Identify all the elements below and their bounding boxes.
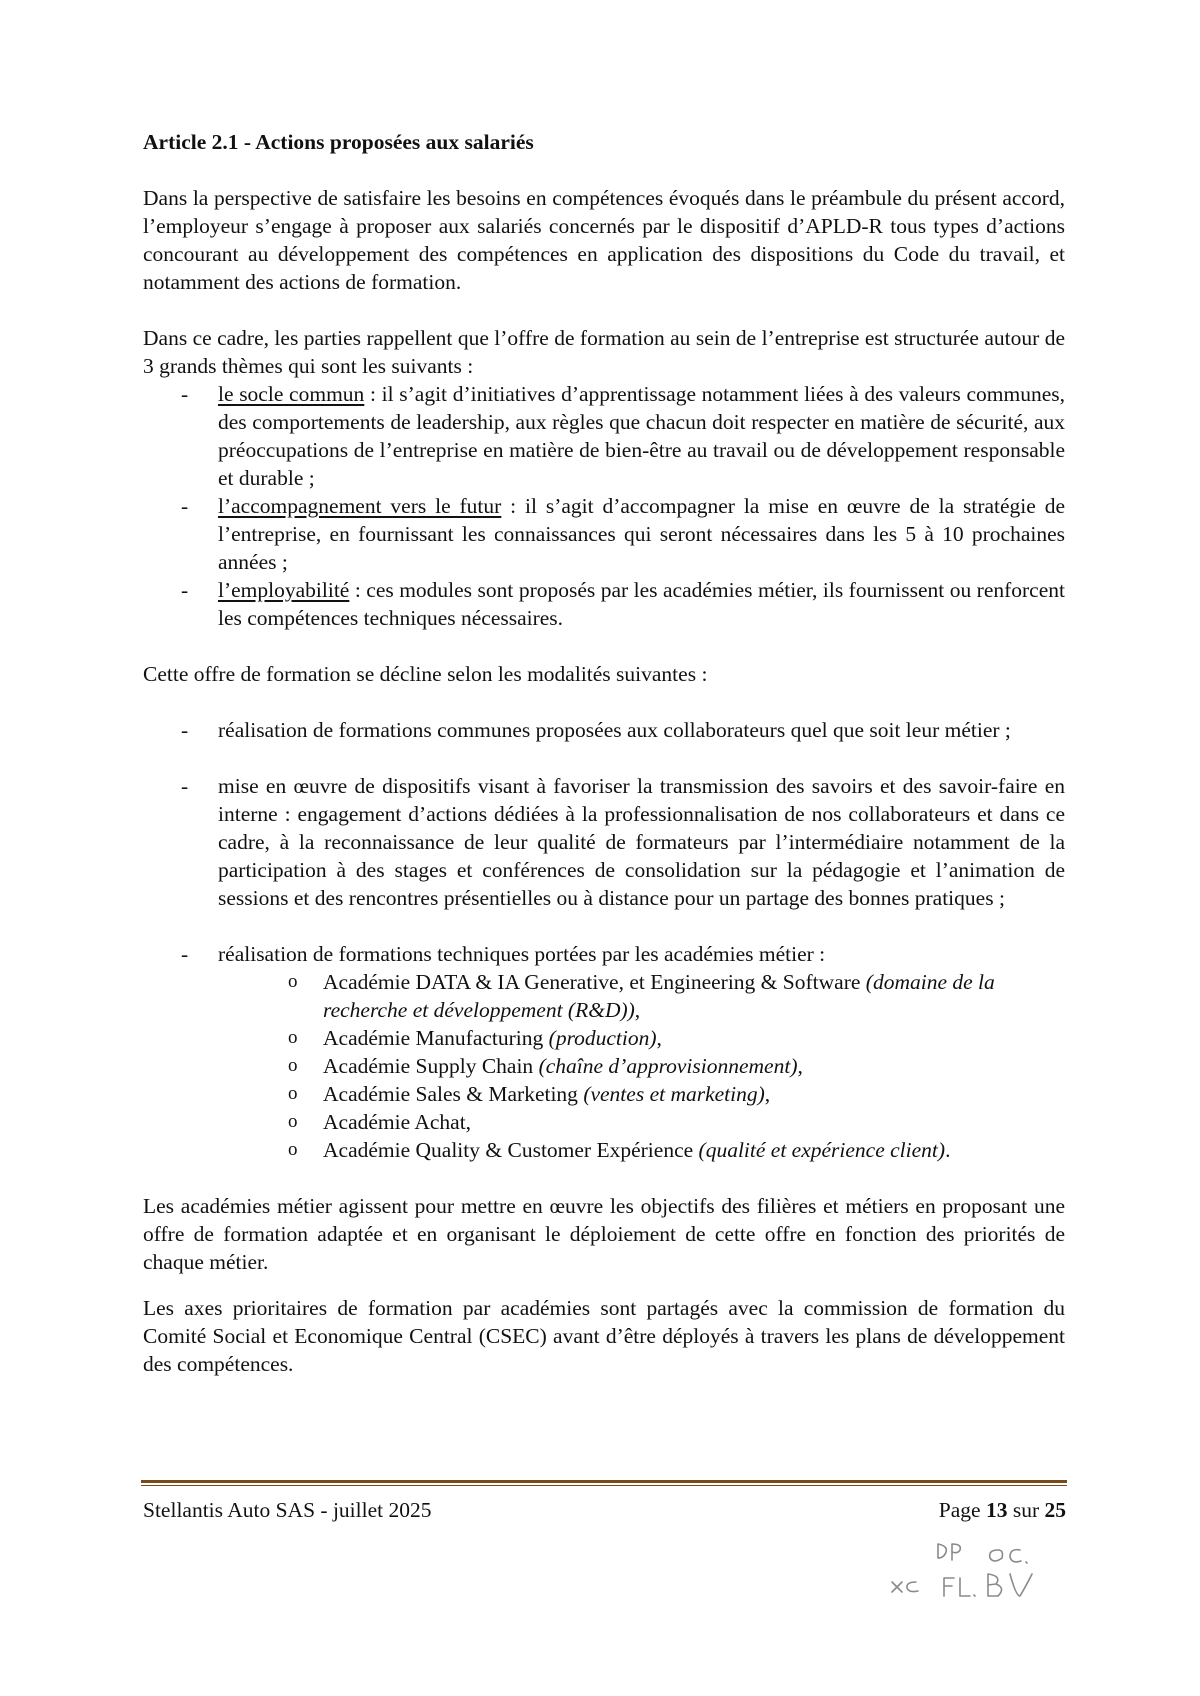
theme-text: : il s’agit d’initiatives d’apprentissage notamment liées à des valeurs communes, des comportements de leadership, aux règles que chacun doit respecter en matière de sécurité, aux préoccupations de l’entreprise en matière de bien-être au travail ou de développement responsable et durable ;: [218, 382, 1066, 490]
theme-term: l’accompagnement vers le futur: [218, 494, 502, 518]
page-content: [143, 128, 1065, 1378]
page-current: 13: [985, 1498, 1008, 1522]
academy-note: (domaine de la recherche et développement (R&D)): [323, 970, 995, 1022]
list-item: - réalisation de formations communes proposées aux collaborateurs quel que soit leur métier ;: [143, 716, 1065, 744]
academy-name: Académie Manufacturing: [323, 1026, 549, 1050]
academy-end: ,: [656, 1026, 662, 1050]
academies-list: [143, 968, 1065, 1164]
academy-item: [143, 1080, 1065, 1108]
list-item: [143, 940, 1065, 968]
list-item: [143, 492, 1065, 576]
academy-end: ,: [764, 1082, 771, 1106]
footer-divider: [141, 1480, 1067, 1486]
footer-company: Stellantis Auto SAS - juillet 2025: [143, 1498, 432, 1522]
modalities-list-2: [143, 772, 1065, 912]
list-item: [143, 380, 1065, 492]
page-label: Page: [938, 1498, 986, 1522]
list-item: [143, 576, 1065, 632]
paragraph-modalities-intro: Cette offre de formation se décline selon les modalités suivantes :: [143, 662, 708, 686]
modalities-list-3: [143, 940, 1065, 968]
handwritten-initials: [880, 1530, 1080, 1610]
themes-list: [143, 380, 1065, 632]
academy-item: [143, 968, 1065, 1024]
theme-text: : ces modules sont proposés par les académies métier, ils fournissent ou renforcent les compétences techniques nécessaires.: [218, 578, 1065, 630]
article-heading: Article 2.1 - Actions proposées aux salariés: [143, 130, 534, 154]
modalities-list: [143, 716, 1065, 744]
academy-name: Académie Sales & Marketing: [323, 1082, 584, 1106]
academy-note: (ventes et marketing): [583, 1082, 765, 1106]
theme-term: l’employabilité: [218, 578, 350, 602]
academy-item: [143, 1108, 1065, 1136]
paragraph-intro: Dans la perspective de satisfaire les besoins en compétences évoqués dans le préambule du présent accord, l’employeur s’engage à proposer aux salariés concernés par le dispositif d’APLD-R tous types d’actions concourant au développement des compétences en application des dispositions du Code du travail, et notamment des actions de formation.: [143, 186, 1065, 294]
academy-name: Académie Quality & Customer Expérience: [323, 1138, 699, 1162]
academy-end: ,: [797, 1054, 803, 1078]
academy-item: [143, 1024, 1065, 1052]
academy-end: ,: [634, 998, 641, 1022]
footer-page-number: [939, 1498, 1066, 1523]
modality-text: réalisation de formations techniques portées par les académies métier :: [218, 942, 826, 966]
academy-name: Académie Supply Chain: [323, 1054, 539, 1078]
theme-text: : il s’agit d’accompagner la mise en œuvre de la stratégie de l’entreprise, en fournissant les connaissances qui seront nécessaires dans les 5 à 10 prochaines années ;: [218, 494, 1065, 574]
paragraph-academies-role: Les académies métier agissent pour mettre en œuvre les objectifs des filières et métiers en proposant une offre de formation adaptée et en organisant le déploiement de cette offre en fonction des priorités de chaque métier.: [143, 1194, 1065, 1274]
page-total: 25: [1044, 1498, 1066, 1522]
paragraph-priorities: Les axes prioritaires de formation par académies sont partagés avec la commission de formation du Comité Social et Economique Central (CSEC) avant d’être déployés à travers les plans de développement des compétences.: [143, 1296, 1065, 1376]
academy-item: [143, 1052, 1065, 1080]
academy-name: Académie Achat,: [323, 1110, 472, 1134]
page-separator: sur: [1007, 1498, 1045, 1522]
theme-term: le socle commun: [218, 382, 365, 406]
academy-note: (chaîne d’approvisionnement): [538, 1054, 798, 1078]
paragraph-themes-intro: Dans ce cadre, les parties rappellent que l’offre de formation au sein de l’entreprise est structurée autour de 3 grands thèmes qui sont les suivants :: [143, 326, 1065, 378]
list-item: - mise en œuvre de dispositifs visant à favoriser la transmission des savoirs et des savoir-faire en interne : engagement d’actions dédiées à la professionnalisation de nos collaborateurs et dans ce cadre, à la reconnaissance de leur qualité de formateurs par l’intermédiaire notamment de la participation à des stages et conférences de consolidation sur la pédagogie et l’animation de sessions et des rencontres présentielles ou à distance pour un partage des bonnes pratiques ;: [143, 772, 1065, 912]
academy-note: (qualité et expérience client): [698, 1138, 946, 1162]
academy-name: Académie DATA & IA Generative, et Engineering & Software: [323, 970, 866, 994]
academy-note: (production): [548, 1026, 657, 1050]
academy-item: [143, 1136, 1065, 1164]
academy-end: .: [945, 1138, 951, 1162]
